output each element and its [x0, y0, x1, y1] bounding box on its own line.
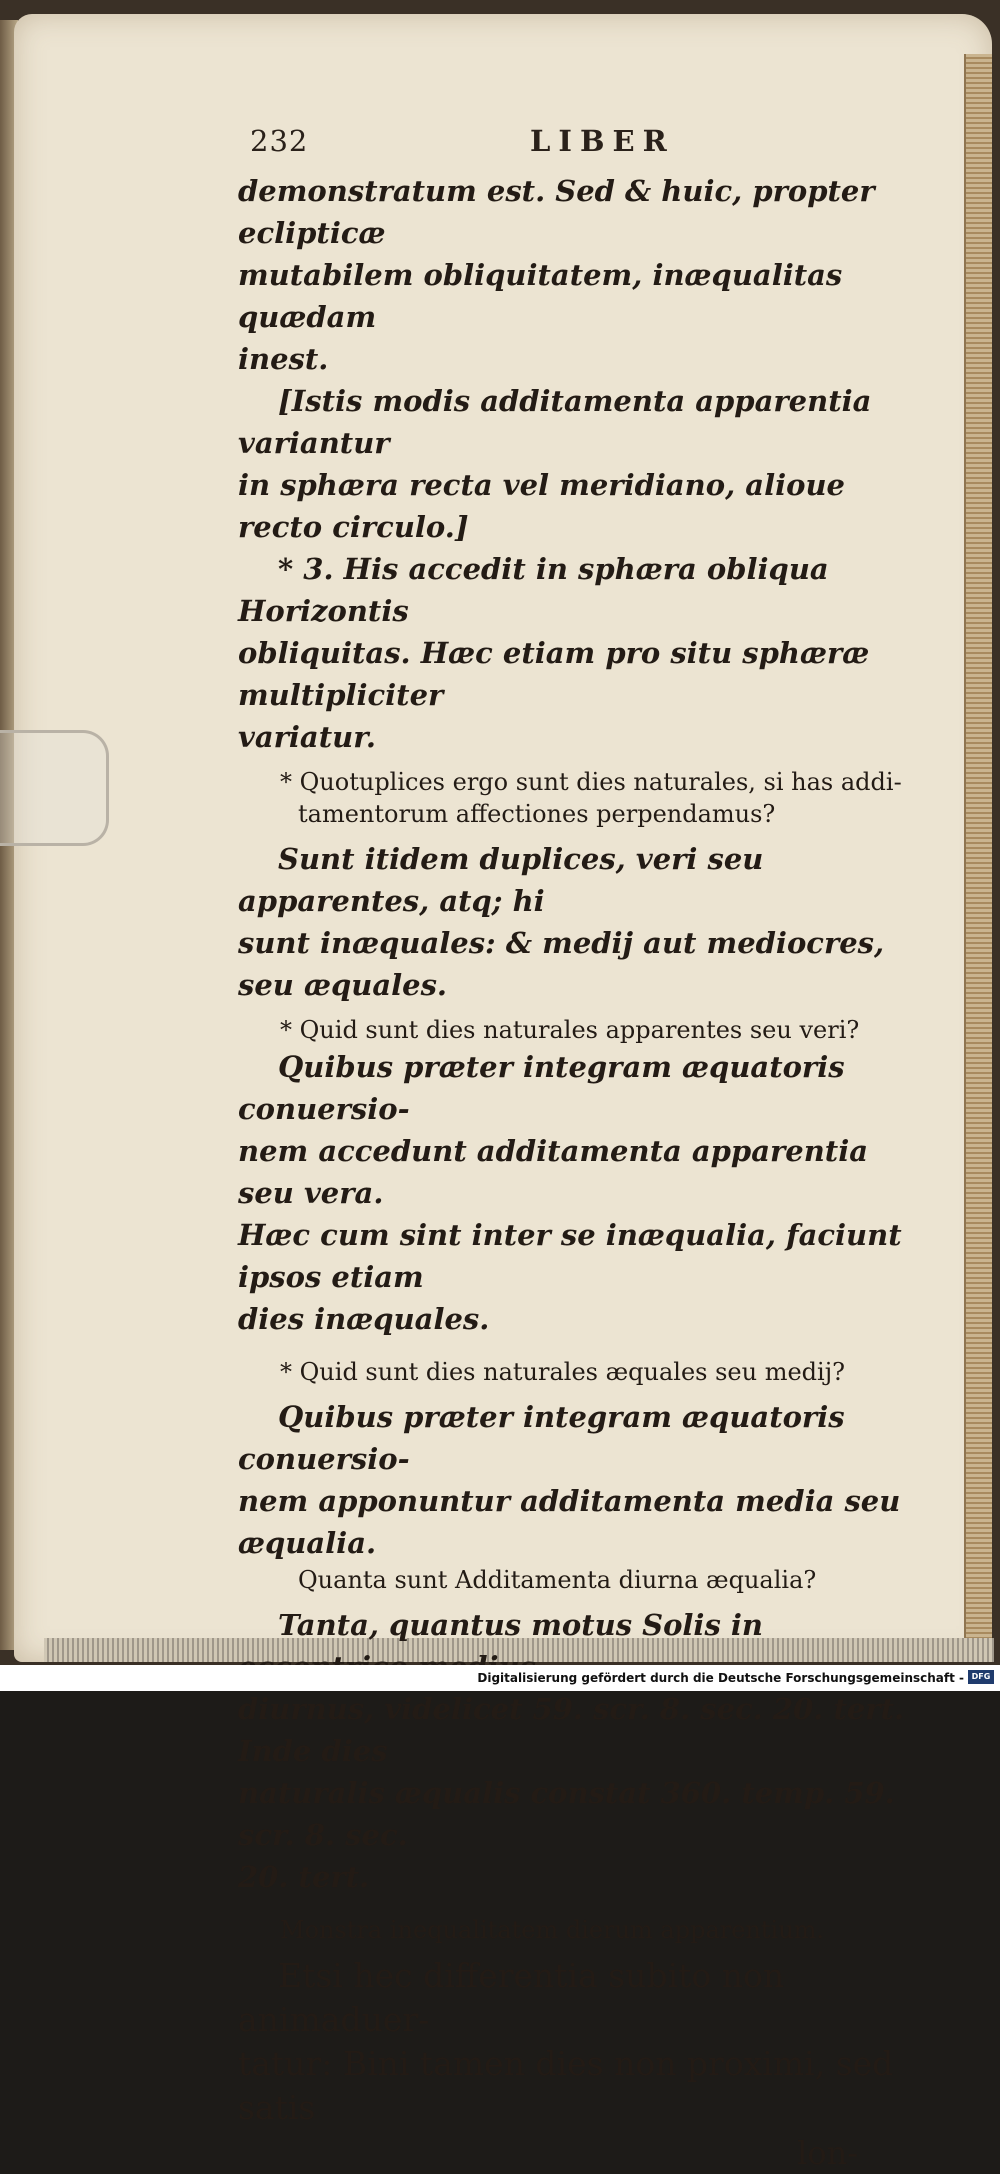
- text-line: [Istis modis additamenta apparentia variantur: [238, 384, 872, 460]
- digitization-footer: [0, 1665, 1000, 1691]
- page-number: 232: [250, 124, 309, 158]
- text-line: mutabilem obliquitatem, inæqualitas quædam: [238, 258, 843, 334]
- question-line: tamentorum affectiones perpendamus?: [298, 800, 776, 828]
- catchword: lon-: [797, 2134, 858, 2172]
- question-line: * Quid sunt dies naturales æquales seu medij?: [280, 1358, 846, 1386]
- text-line: obliquitas. Hæc etiam pro situ sphæræ multipliciter: [238, 636, 870, 712]
- text-line: in sphæra recta vel meridiano, alioue recto circulo.]: [238, 468, 845, 544]
- answer-line: Hæc cum sint inter se inæqualia, faciunt ipsos etiam: [238, 1218, 902, 1294]
- question-line: Quanta sunt Additamenta diurna æqualia?: [298, 1566, 817, 1594]
- answer-line: diurnus, videlicet 59. scr. 8. sec. 20. tert. Inde dies: [238, 1692, 905, 1768]
- page-header: [250, 124, 890, 164]
- question-line: * Quotuplices ergo sunt dies naturales, si has addi-: [280, 768, 902, 796]
- text-line: * 3. His accedit in sphæra obliqua Horizontis: [238, 552, 829, 628]
- page-fore-edge: [964, 54, 992, 1644]
- dfg-logo: DFG: [968, 1670, 994, 1684]
- text-line: variatur.: [238, 720, 376, 754]
- answer-line: Quibus præter integram æquatoris conuersio-: [238, 1400, 845, 1476]
- question-line: Monstra inequalitatem dierum apparentium.: [280, 1916, 825, 1944]
- answer-line: nem apponuntur additamenta media seu æqualia.: [238, 1484, 901, 1560]
- page-clip: [0, 730, 109, 846]
- question-line: * Quid sunt dies naturales apparentes seu veri?: [280, 1016, 860, 1044]
- answer-line: Quibus præter integram æquatoris conuersio-: [238, 1050, 845, 1126]
- text-line: inest.: [238, 342, 329, 376]
- running-title: LIBER: [530, 124, 675, 158]
- answer-line: Tanta, quantus motus Solis in: [278, 1608, 763, 1642]
- answer-line: sunt inæquales: & medij aut mediocres, seu æquales.: [238, 926, 885, 1002]
- answer-line: dies inæquales.: [238, 1302, 490, 1336]
- answer-line: nem accedunt additamenta apparentia seu vera.: [238, 1134, 869, 1210]
- text-line: demonstratum est. Sed & huic, propter eclipticæ: [238, 174, 875, 250]
- answer-line: Sunt itidem duplices, veri seu apparentes, atq; hi: [238, 842, 764, 918]
- answer-line: tatur: Bini tamen dies non proximi, sed satis: [238, 2044, 894, 2127]
- answer-line: Etsi hec differentia subito non animaduer-: [238, 1956, 785, 2039]
- footer-credit: Digitalisierung gefördert durch die Deutsche Forschungsgemeinschaft -: [477, 1671, 964, 1685]
- page-text: [238, 170, 918, 2174]
- answer-line: 20. tert.: [238, 1860, 370, 1894]
- answer-line: naturalis æqualis constat 360. temp. 59. scr. 8. sec.: [238, 1776, 895, 1852]
